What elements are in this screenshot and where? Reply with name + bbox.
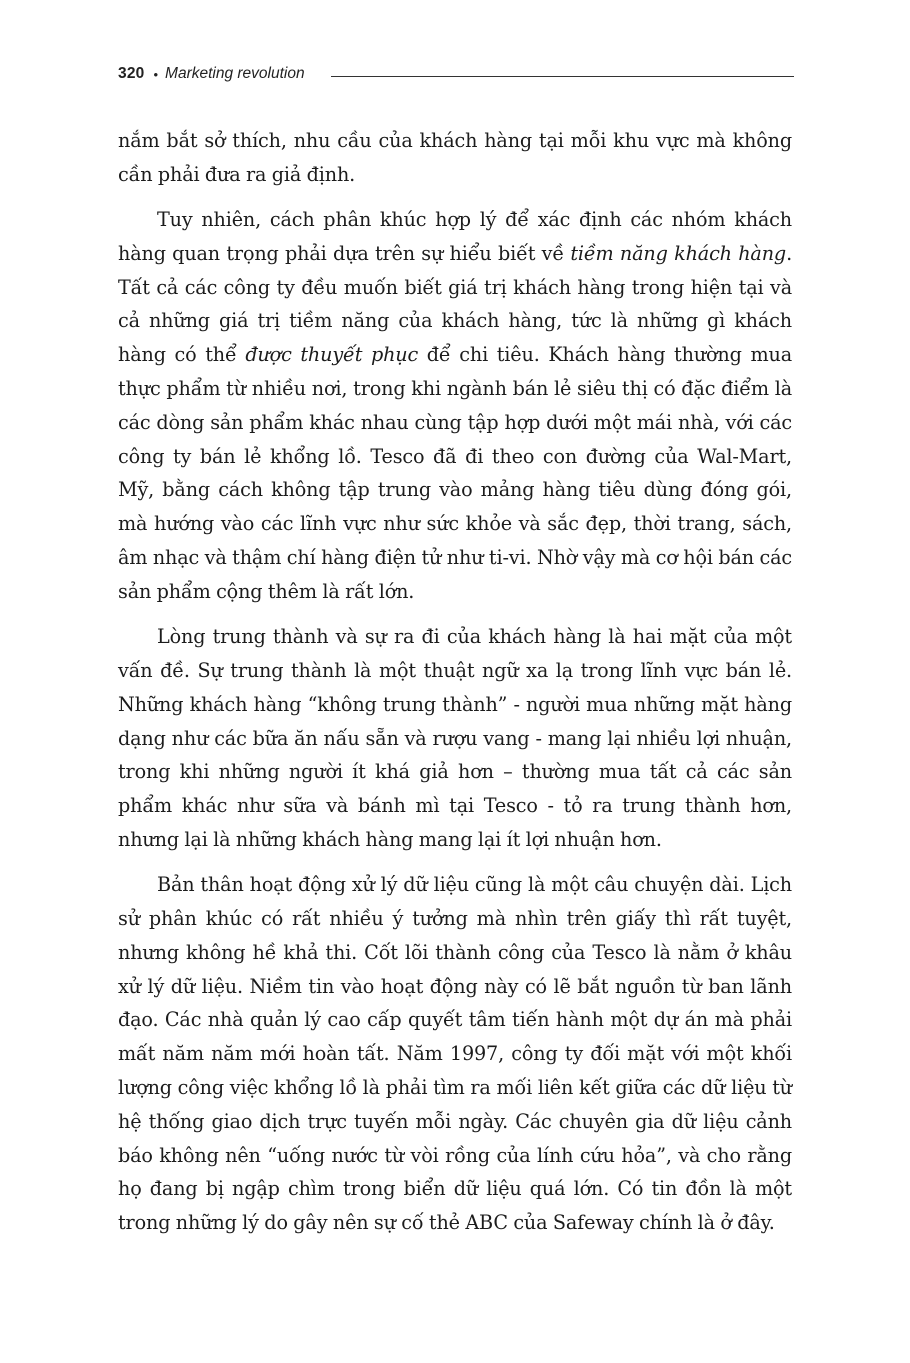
- book-title: Marketing revolution: [165, 65, 305, 82]
- paragraph-3: Lòng trung thành và sự ra đi của khách hàng là hai mặt của một vấn đề. Sự trung thành là một thuật ngữ xa lạ trong lĩnh vực bán lẻ. Những khách hàng “không trung thành” - người mua những mặt hàng dạng như các bữa ăn nấu sẵn và rượu vang - mang lại nhiều lợi nhuận, trong khi những người ít khá giả hơn – thường mua tất cả các sản phẩm khác như sữa và bánh mì tại Tesco - tỏ ra trung thành hơn, nhưng lại là những khách hàng mang lại ít lợi nhuận hơn.: [118, 625, 792, 851]
- emphasis-tiem-nang: tiềm năng khách hàng: [570, 241, 787, 265]
- paragraph-2-text-c: để chi tiêu. Khách hàng thường mua thực phẩm từ nhiều nơi, trong khi ngành bán lẻ siêu thị có đặc điểm là các dòng sản phẩm khác nhau cùng tập hợp dưới một mái nhà, với các công ty bán lẻ khổng lồ. Tesco đã đi theo con đường của Wal-Mart, Mỹ, bằng cách không tập trung vào mảng hàng tiêu dùng đóng gói, mà hướng vào các lĩnh vực như sức khỏe và sắc đẹp, thời trang, sách, âm nhạc và thậm chí hàng điện tử như ti-vi. Nhờ vậy mà cơ hội bán các sản phẩm cộng thêm là rất lớn.: [118, 343, 793, 603]
- paragraph-2-text-b: . Tất cả các công ty đều muốn biết giá trị khách hàng trong hiện tại và cả những giá trị tiềm năng của khách hàng, tức là những gì khách hàng có thể: [118, 241, 793, 367]
- header-bullet: •: [153, 66, 159, 82]
- body-text: [118, 124, 792, 1252]
- page-number: 320: [118, 65, 145, 82]
- running-header: [118, 62, 794, 86]
- paragraph-4: Bản thân hoạt động xử lý dữ liệu cũng là một câu chuyện dài. Lịch sử phân khúc có rất nhiều ý tưởng mà nhìn trên giấy thì rất tuyệt, nhưng không hề khả thi. Cốt lõi thành công của Tesco là nằm ở khâu xử lý dữ liệu. Niềm tin vào hoạt động này có lẽ bắt nguồn từ ban lãnh đạo. Các nhà quản lý cao cấp quyết tâm tiến hành một dự án mà phải mất năm năm mới hoàn tất. Năm 1997, công ty đối mặt với một khối lượng công việc khổng lồ là phải tìm ra mối liên kết giữa các dữ liệu từ hệ thống giao dịch trực tuyến mỗi ngày. Các chuyên gia dữ liệu cảnh báo không nên “uống nước từ vòi rồng của lính cứu hỏa”, và cho rằng họ đang bị ngập chìm trong biển dữ liệu quá lớn. Có tin đồn là một trong những lý do gây nên sự cố thẻ ABC của Safeway chính là ở đây.: [118, 873, 792, 1235]
- paragraph-2-text-a: Tuy nhiên, cách phân khúc hợp lý để xác định các nhóm khách hàng quan trọng phải dựa trên sự hiểu biết về: [118, 208, 792, 265]
- header-rule: [331, 76, 794, 77]
- emphasis-thuyet-phuc: được thuyết phục: [245, 343, 419, 367]
- paragraph-2: [118, 203, 792, 609]
- paragraph-1: nắm bắt sở thích, nhu cầu của khách hàng tại mỗi khu vực mà không cần phải đưa ra giả định.: [118, 129, 792, 186]
